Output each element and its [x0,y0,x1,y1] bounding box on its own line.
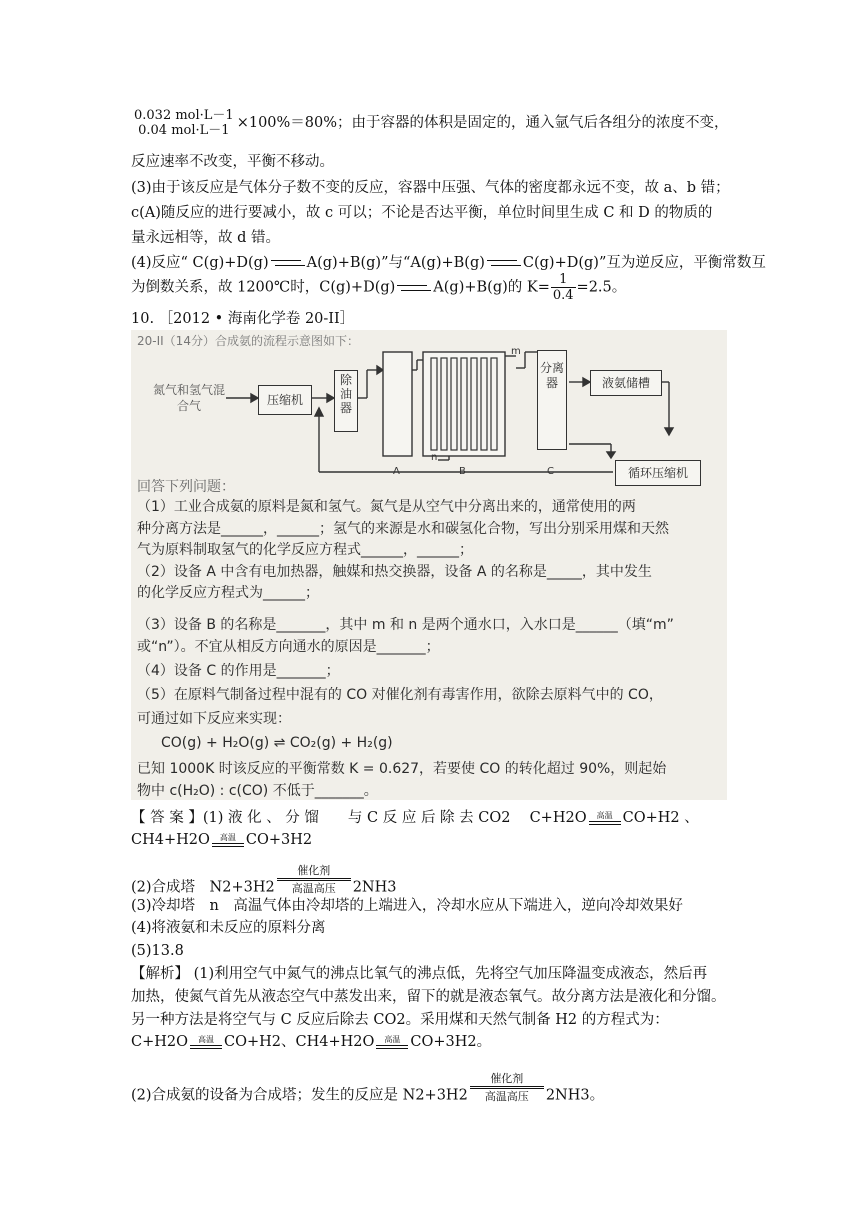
feed-gas-label: 氮气和氢气混合气 [152,383,225,413]
line-3: (3)由于该反应是气体分子数不变的反应，容器中压强、气体的密度都永远不变，故 a、b 错； [131,180,730,196]
answer-line-1: 【 答 案 】(1) 液 化 、 分 馏 与 C 反 应 后 除 去 CO2 C+H2O 高温 CO+H2 、 [131,810,699,826]
fraction: $\frac{1}{0.4}$ [552,272,574,303]
catalyst-equilibrium-arrow: 催化剂 高温高压 [470,1072,544,1103]
scan-q5d: 物中 c(H₂O) : c(CO) 不低于_______。 [137,783,378,799]
line-2: 反应速率不改变，平衡不移动。 [131,154,334,170]
scan-q2b: 的化学反应方程式为______； [137,585,319,601]
label-c: C [547,466,554,477]
line-1: 0.032 mol·L－1 0.04 mol·L－1 ×100%＝80%；由于容器的体积是固定的，通入氩气后各组分的浓度不变， [134,108,729,138]
line-5: 量永远相等，故 d 错。 [131,230,280,246]
recycle-compressor-box: 循环压缩机 [615,460,701,486]
high-temp-condition: 高温 [190,1035,222,1049]
scanned-question-image [131,330,727,800]
oil-remover-box: 除油器 [334,370,358,432]
fraction: 0.032 mol·L－1 0.04 mol·L－1 [134,108,234,138]
scan-q2a: （2）设备 A 中含有电加热器，触媒和热交换器，设备 A 的名称是_____，其中发生 [137,564,652,580]
scan-q5b: 可通过如下反应来实现： [137,711,291,727]
high-temp-condition: 高温 [212,833,244,847]
high-temp-condition: 高温 [376,1035,408,1049]
label-m: m [511,348,521,357]
scan-q3b: 或“n”）。不宜从相反方向通水的原因是_______； [137,639,440,655]
answer-line-2: CH4+H2O 高温 CO+3H2 [131,832,313,848]
explanation-line-2: 加热，使氮气首先从液态空气中蒸发出来，留下的就是液态氧气。故分离方法是液化和分馏。 [131,989,726,1005]
scan-q1a: （1）工业合成氨的原料是氮和氢气。氮气是从空气中分离出来的，通常使用的两 [137,499,636,515]
scan-q5c: 已知 1000K 时该反应的平衡常数 K = 0.627，若要使 CO 的转化超过 90%，则起始 [137,761,667,777]
equilibrium-arrow-icon [271,256,305,270]
scan-q5a: （5）在原料气制备过程中混有的 CO 对催化剂有毒害作用，欲除去原料气中的 CO， [137,687,663,703]
answer-line-6: (5)13.8 [131,943,184,959]
catalyst-equilibrium-arrow: 催化剂 高温高压 [277,864,351,895]
scan-q5-equation: CO(g) + H₂O(g) ⇌ CO₂(g) + H₂(g) [161,735,393,751]
equilibrium-arrow-icon [487,256,521,270]
ammonia-storage-box: 液氨储槽 [590,370,662,396]
explanation-line-1: 【解析】 (1)利用空气中氮气的沸点比氧气的沸点低，先将空气加压降温变成液态，然后再 [131,966,708,982]
answer-line-3: (2)合成塔 N2+3H2催化剂 高温高压 2NH3 [131,864,397,896]
line-4: c(A)随反应的进行要减小，故 c 可以；不论是否达平衡，单位时间里生成 C 和 D 的物质的 [131,205,713,221]
scan-q1b: 种分离方法是______，______；氢气的来源是水和碳氢化合物，写出分别采用煤和天然 [137,521,669,537]
compressor-box: 压缩机 [258,385,312,415]
scan-q3a: （3）设备 B 的名称是_______，其中 m 和 n 是两个通水口，入水口是______（填“m” [137,617,674,633]
label-n: n [431,452,438,463]
high-temp-condition: 高温 [589,811,621,825]
answer-line-5: (4)将液氨和未反应的原料分离 [131,920,326,936]
line-7: 为倒数关系，故 1200℃时，C(g)+D(g) A(g)+B(g)的 K= $\frac{1}{0.4}$ =2.5。 [131,272,627,303]
scan-q4: （4）设备 C 的作用是_______； [137,663,340,679]
explanation-line-4: C+H2O 高温 CO+H2、CH4+H2O 高温 CO+3H2。 [131,1034,492,1050]
answer-line-4: (3)冷却塔 n 高温气体由冷却塔的上端进入，冷却水应从下端进入，逆向冷却效果好 [131,898,683,914]
line-6: (4)反应“ C(g)+D(g) A(g)+B(g)”与“A(g)+B(g) C(g)+D(g)”互为逆反应，平衡常数互 [131,255,766,271]
separator-box: 分离器 [537,350,567,450]
question-10-heading: 10. ［2012 • 海南化学卷 20-II］ [131,311,355,327]
scan-q0: 回答下列问题： [137,479,235,495]
equilibrium-arrow-icon [397,281,431,295]
explanation-line-3: 另一种方法是将空气与 C 反应后除去 CO2。采用煤和天然气制备 H2 的方程式为： [131,1012,669,1028]
explanation-line-5: (2)合成氨的设备为合成塔；发生的反应是 N2+3H2催化剂 高温高压 2NH3。 [131,1072,605,1104]
label-b: B [459,466,466,477]
scan-q1c: 气为原料制取氢气的化学反应方程式______，______； [137,542,473,558]
scan-header: 20-II（14分）合成氨的流程示意图如下： [137,334,359,348]
label-a: A [393,466,400,477]
